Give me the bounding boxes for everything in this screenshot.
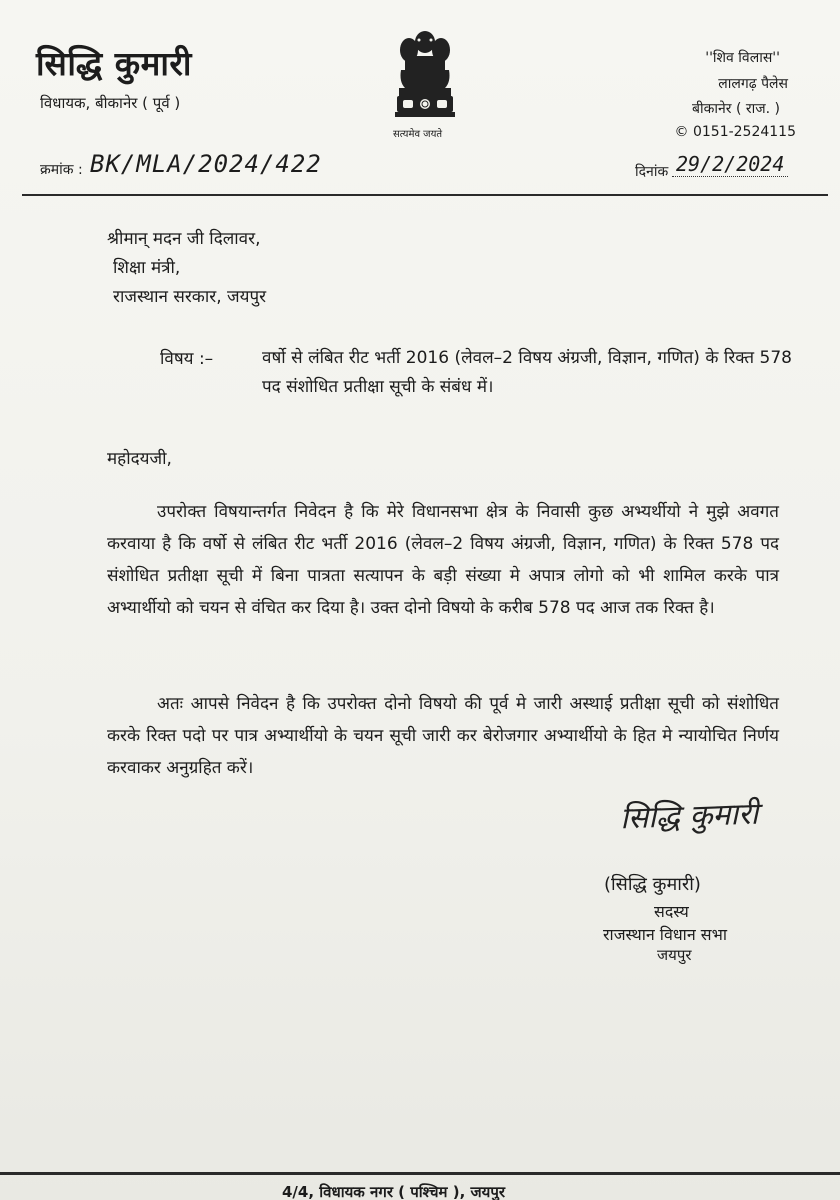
footer-address: 4/4, विधायक नगर ( पश्चिम ), जयपुर	[282, 1183, 506, 1200]
date-value: 29/2/2024	[672, 152, 788, 177]
address-line-2: लालगढ़ पैलेस	[718, 76, 788, 92]
addressee-office: राजस्थान सरकार, जयपुर	[113, 287, 267, 307]
signatory-city: जयपुर	[657, 946, 692, 964]
reference-number: BK/MLA/2024/422	[90, 150, 322, 178]
subject-text: वर्षो से लंबित रीट भर्ती 2016 (लेवल–2 विषय अंग्रजी, विज्ञान, गणित) के रिक्त 578 पद संशोधित प्रतीक्षा सूची के संबंध में।	[262, 348, 792, 397]
signatory-post: सदस्य	[654, 902, 689, 921]
salutation: महोदयजी,	[107, 449, 172, 469]
phone-number: © 0151-2524115	[674, 124, 796, 140]
subject-label: विषय :–	[160, 349, 214, 369]
signatory-name: (सिद्धि कुमारी)	[604, 874, 701, 895]
header-divider	[22, 194, 828, 196]
letterhead-name: सिद्धि कुमारी	[36, 44, 192, 83]
body-paragraph-2: अतः आपसे निवेदन है कि उपरोक्त दोनो विषयो की पूर्व मे जारी अस्थाई प्रतीक्षा सूची को संशोधित करके रिक्त पदो पर पात्र अभ्यार्थीयो के चयन सूची जारी कर बेरोजगार अभ्यार्थीयो के हित मे न्यायोचित निर्णय करवाकर अनुग्रहित करें।	[107, 694, 779, 778]
footer-divider	[0, 1172, 840, 1175]
reference-label: क्रमांक :	[40, 162, 83, 178]
date-label: दिनांक	[635, 164, 669, 180]
address-line-1: ''शिव विलास''	[705, 50, 780, 66]
addressee-name: श्रीमान् मदन जी दिलावर,	[107, 229, 261, 249]
handwritten-signature: सिद्धि कुमारी	[619, 796, 759, 837]
national-emblem-icon	[385, 26, 465, 136]
body-paragraph-1: उपरोक्त विषयान्तर्गत निवेदन है कि मेरे विधानसभा क्षेत्र के निवासी कुछ अभ्यर्थीयो ने मुझे अवगत करवाया है कि वर्षो से लंबित रीट भर्ती 2016 (लेवल–2 विषय अंग्रजी, विज्ञान, गणित) के रिक्त 578 पद संशोधित प्रतीक्षा सूची में बिना पात्रता सत्यापन के बड़ी संख्या मे अपात्र लोगो को भी शामिल करके पात्र अभ्यार्थीयो को चयन से वंचित कर दिया है। उक्त दोनो विषयो के करीब 578 पद आज तक रिक्त है।	[107, 502, 779, 618]
address-line-3: बीकानेर ( राज. )	[692, 101, 780, 117]
signatory-house: राजस्थान विधान सभा	[603, 925, 727, 944]
addressee-post: शिक्षा मंत्री,	[113, 258, 181, 278]
emblem-motto: सत्यमेव जयते	[393, 129, 443, 140]
letterhead-designation: विधायक, बीकानेर ( पूर्व )	[40, 94, 181, 112]
